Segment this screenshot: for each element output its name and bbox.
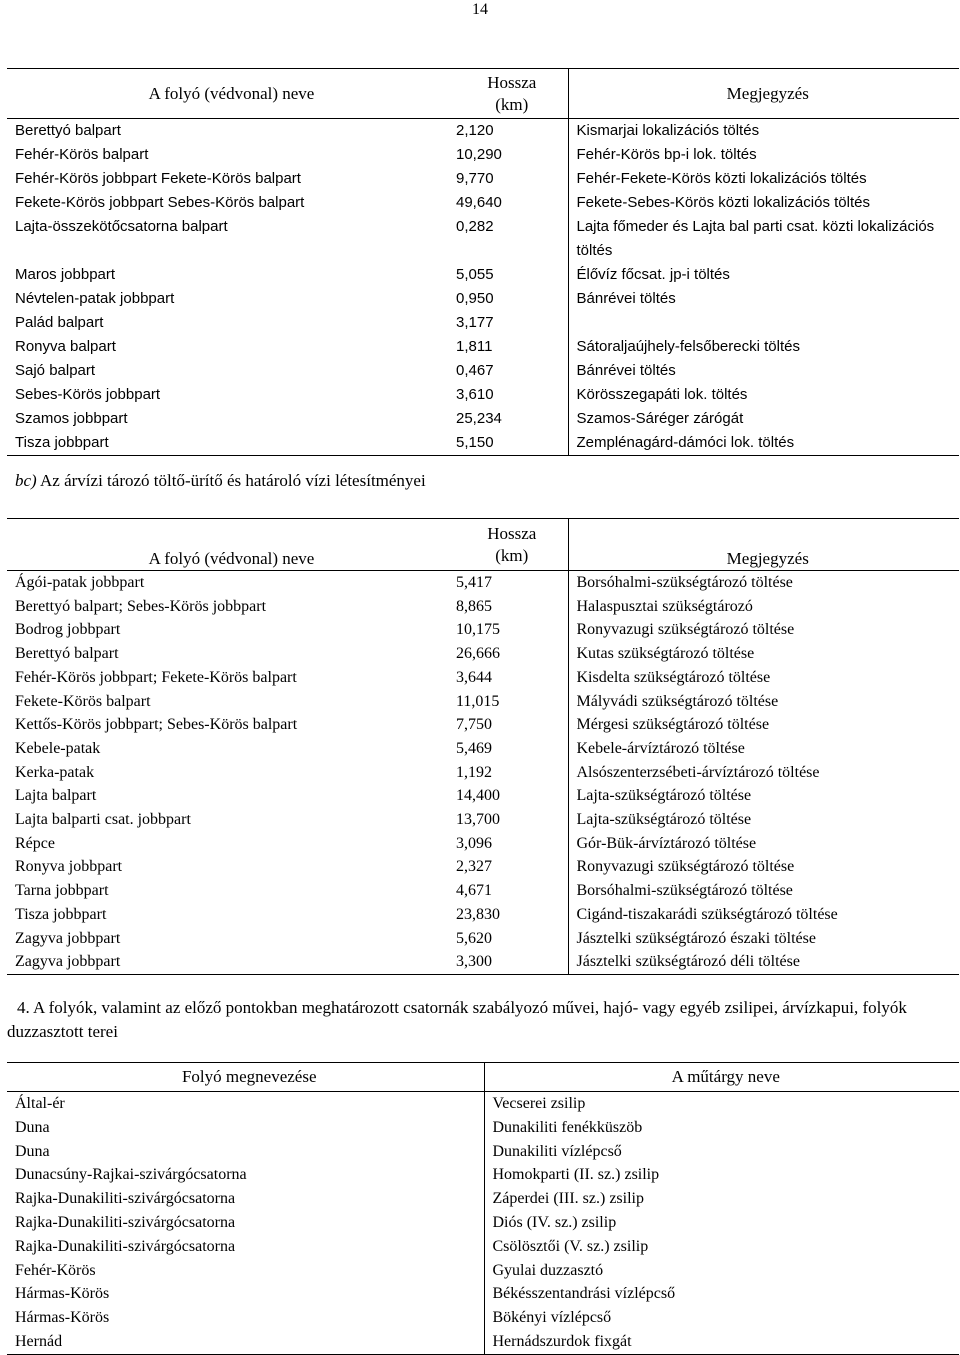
table-row xyxy=(7,287,959,311)
table-row xyxy=(7,359,959,383)
cell-note: Sátoraljaújhely-felsőberecki töltés xyxy=(568,335,959,359)
cell-note: Halaspusztai szükségtározó xyxy=(568,595,959,619)
cell-river: Rajka-Dunakiliti-szivárgócsatorna xyxy=(15,1190,236,1208)
cell-name: Szamos jobbpart xyxy=(15,410,128,427)
cell-structure: Homokparti (II. sz.) zsilip xyxy=(484,1163,959,1187)
column-header-note: Megjegyzés xyxy=(568,69,959,119)
cell-river: Által-ér xyxy=(15,1095,65,1112)
cell-name: Ronyva balpart xyxy=(15,338,116,355)
cell-name: Lajta-összekötőcsatorna balpart xyxy=(15,218,228,235)
cell-note: Gór-Bük-árvíztározó töltése xyxy=(568,832,959,856)
length-header-line1: Hossza xyxy=(487,72,537,92)
cell-length-km: 8,865 xyxy=(456,597,492,615)
cell-structure: Diós (IV. sz.) zsilip xyxy=(484,1211,959,1235)
cell-name: Berettyó balpart xyxy=(15,645,119,663)
page-number: 14 xyxy=(472,1,488,18)
cell-note: Lajta főmeder és Lajta bal parti csat. közti lokalizációs töltés xyxy=(568,215,959,263)
column-header-name: A folyó (védvonal) neve xyxy=(148,549,315,568)
table-row xyxy=(7,618,959,642)
table-row xyxy=(7,1163,959,1187)
cell-structure: Vecserei zsilip xyxy=(484,1092,959,1116)
cell-structure: Csölösztői (V. sz.) zsilip xyxy=(484,1235,959,1259)
table-row xyxy=(7,1140,959,1164)
section-bc-text: Az árvízi tározó töltő-ürítő és határoló vízi létesítményei xyxy=(36,471,426,490)
cell-length-km: 1,811 xyxy=(456,338,493,355)
cell-structure: Dunakiliti vízlépcső xyxy=(484,1140,959,1164)
table-row xyxy=(7,927,959,951)
table-row xyxy=(7,1282,959,1306)
cell-length-km: 1,192 xyxy=(456,763,492,781)
cell-note: Fekete-Sebes-Körös közti lokalizációs töltés xyxy=(568,191,959,215)
cell-name: Kerka-patak xyxy=(15,763,95,781)
table-row xyxy=(7,431,959,456)
cell-length-km: 4,671 xyxy=(456,882,492,900)
length-header-line2: (km) xyxy=(495,545,529,565)
cell-river: Fehér-Körös xyxy=(15,1261,96,1279)
table-header-row xyxy=(7,1063,959,1092)
cell-note: Kisdelta szükségtározó töltése xyxy=(568,666,959,690)
cell-length-km: 11,015 xyxy=(456,692,500,710)
cell-note: Kebele-árvíztározó töltése xyxy=(568,737,959,761)
cell-name: Zagyva jobbpart xyxy=(7,950,448,974)
cell-length-km: 2,120 xyxy=(456,122,494,139)
table-river-structures xyxy=(7,1062,959,1355)
cell-note: Borsóhalmi-szükségtározó töltése xyxy=(568,879,959,903)
cell-length-km: 14,400 xyxy=(456,787,500,805)
cell-note: Lajta-szükségtározó töltése xyxy=(568,784,959,808)
section-4-paragraph: 4. A folyók, valamint az előző pontokban meghatározott csatornák szabályozó művei, hajó- vagy egyéb zsilipei, árvízkapui, folyók duzzasztott terei xyxy=(7,998,907,1041)
table-row xyxy=(7,263,959,287)
cell-length-km: 9,770 xyxy=(456,170,494,187)
cell-name: Sebes-Körös jobbpart xyxy=(15,386,161,403)
table-row xyxy=(7,784,959,808)
cell-length-km: 0,467 xyxy=(456,362,494,379)
table-header-row xyxy=(7,519,959,571)
cell-structure: Bökényi vízlépcső xyxy=(484,1306,959,1330)
table-row xyxy=(7,215,959,263)
column-header-length xyxy=(448,519,568,571)
cell-note: Kismarjai lokalizációs töltés xyxy=(568,119,959,144)
cell-length-km: 0,282 xyxy=(456,218,494,235)
cell-note: Ronyvazugi szükségtározó töltése xyxy=(568,618,959,642)
cell-name: Palád balpart xyxy=(15,314,104,331)
cell-note: Jásztelki szükségtározó déli töltése xyxy=(568,950,959,974)
table-row xyxy=(7,571,959,595)
table-row xyxy=(7,383,959,407)
table-row xyxy=(7,1235,959,1259)
cell-note: Zemplénagárd-dámóci lok. töltés xyxy=(568,431,959,456)
cell-note: Cigánd-tiszakarádi szükségtározó töltése xyxy=(568,903,959,927)
cell-river: Duna xyxy=(15,1118,50,1136)
cell-note: Lajta-szükségtározó töltése xyxy=(568,808,959,832)
cell-river: Duna xyxy=(15,1142,50,1160)
cell-name: Névtelen-patak jobbpart xyxy=(15,290,175,307)
cell-length-km: 5,055 xyxy=(456,266,494,283)
table-row xyxy=(7,737,959,761)
cell-length-km: 10,290 xyxy=(456,146,502,163)
cell-name: Berettyó balpart xyxy=(15,122,121,139)
table-row xyxy=(7,1187,959,1211)
table-row xyxy=(7,595,959,619)
cell-note: Fehér-Fekete-Körös közti lokalizációs töltés xyxy=(568,167,959,191)
table-row xyxy=(7,1259,959,1283)
cell-structure: Hernádszurdok fixgát xyxy=(484,1330,959,1354)
cell-length-km: 3,644 xyxy=(456,668,492,686)
cell-length-km: 10,175 xyxy=(456,621,500,639)
column-header-name: A folyó (védvonal) neve xyxy=(148,83,315,103)
cell-structure: Dunakiliti fenékküszöb xyxy=(484,1116,959,1140)
cell-note: Mályvádi szükségtározó töltése xyxy=(568,690,959,714)
cell-name: Tisza jobbpart xyxy=(7,431,448,456)
cell-length-km: 49,640 xyxy=(456,194,502,211)
cell-note: Bánrévei töltés xyxy=(568,359,959,383)
cell-name: Ágói-patak jobbpart xyxy=(15,574,145,591)
cell-length-km: 5,620 xyxy=(456,929,492,947)
cell-name: Fehér-Körös balpart xyxy=(15,146,149,163)
table-levee-lengths xyxy=(7,68,959,456)
table-row xyxy=(7,407,959,431)
cell-note: Körösszegapáti lok. töltés xyxy=(568,383,959,407)
cell-length-km: 5,417 xyxy=(456,574,492,591)
cell-note: Borsóhalmi-szükségtározó töltése xyxy=(568,571,959,595)
cell-name: Berettyó balpart; Sebes-Körös jobbpart xyxy=(15,597,267,615)
cell-structure: Békésszentandrási vízlépcső xyxy=(484,1282,959,1306)
cell-name: Fehér-Körös jobbpart; Fekete-Körös balpart xyxy=(15,668,297,686)
table-row xyxy=(7,832,959,856)
cell-river: Hármas-Körös xyxy=(15,1285,110,1303)
length-header-line2: (km) xyxy=(495,94,529,114)
cell-structure: Záperdei (III. sz.) zsilip xyxy=(484,1187,959,1211)
cell-name: Sajó balpart xyxy=(15,362,96,379)
cell-note: Mérgesi szükségtározó töltése xyxy=(568,713,959,737)
cell-name: Fehér-Körös jobbpart Fekete-Körös balpart xyxy=(15,170,301,187)
cell-name: Kettős-Körös jobbpart; Sebes-Körös balpart xyxy=(15,716,298,734)
cell-river: Hernád xyxy=(7,1330,484,1354)
table-row xyxy=(7,143,959,167)
cell-note: Ronyvazugi szükségtározó töltése xyxy=(568,855,959,879)
table-row xyxy=(7,191,959,215)
cell-note: Kutas szükségtározó töltése xyxy=(568,642,959,666)
table-row xyxy=(7,666,959,690)
cell-length-km: 0,950 xyxy=(456,290,494,307)
cell-name: Fekete-Körös jobbpart Sebes-Körös balpart xyxy=(15,194,305,211)
cell-length-km: 7,750 xyxy=(456,716,492,734)
cell-note: Fehér-Körös bp-i lok. töltés xyxy=(568,143,959,167)
cell-name: Zagyva jobbpart xyxy=(15,929,121,947)
cell-name: Bodrog jobbpart xyxy=(15,621,121,639)
cell-name: Lajta balpart xyxy=(15,787,97,805)
table-reservoir-structures xyxy=(7,518,959,975)
cell-river: Rajka-Dunakiliti-szivárgócsatorna xyxy=(15,1213,236,1231)
cell-river: Hármas-Körös xyxy=(15,1309,110,1327)
table-row xyxy=(7,1092,959,1116)
cell-name: Tisza jobbpart xyxy=(15,905,107,923)
table-row xyxy=(7,808,959,832)
cell-river: Dunacsúny-Rajkai-szivárgócsatorna xyxy=(15,1166,247,1184)
table-row xyxy=(7,713,959,737)
cell-river: Rajka-Dunakiliti-szivárgócsatorna xyxy=(15,1237,236,1255)
cell-length-km: 2,327 xyxy=(456,858,492,876)
cell-name: Tarna jobbpart xyxy=(15,882,109,900)
cell-length-km: 13,700 xyxy=(456,811,500,829)
table-row xyxy=(7,761,959,785)
cell-note: Alsószenterzsébeti-árvíztározó töltése xyxy=(568,761,959,785)
cell-note: Szamos-Sáréger zárógát xyxy=(568,407,959,431)
cell-note: Élővíz főcsat. jp-i töltés xyxy=(568,263,959,287)
cell-note xyxy=(568,311,959,335)
column-header-length xyxy=(448,69,568,119)
table-row xyxy=(7,1116,959,1140)
cell-length-km: 5,469 xyxy=(456,739,492,757)
cell-name: Lajta balparti csat. jobbpart xyxy=(15,811,191,829)
cell-structure: Gyulai duzzasztó xyxy=(484,1259,959,1283)
cell-length-km: 3,177 xyxy=(456,314,494,331)
table-row xyxy=(7,903,959,927)
cell-name: Kebele-patak xyxy=(15,739,101,757)
cell-length-km: 3,096 xyxy=(456,834,492,852)
column-header-structure: A műtárgy neve xyxy=(484,1063,959,1092)
cell-name: Ronyva jobbpart xyxy=(15,858,123,876)
cell-note: Bánrévei töltés xyxy=(568,287,959,311)
cell-length-km: 26,666 xyxy=(456,645,500,663)
table-row xyxy=(7,311,959,335)
table-header-row xyxy=(7,69,959,119)
cell-length-km: 3,610 xyxy=(456,386,494,403)
cell-length-km: 3,300 xyxy=(448,950,568,974)
table-row xyxy=(7,690,959,714)
cell-name: Répce xyxy=(15,834,55,852)
cell-name: Fekete-Körös balpart xyxy=(15,692,151,710)
column-header-river: Folyó megnevezése xyxy=(181,1067,317,1086)
cell-length-km: 25,234 xyxy=(456,410,502,427)
cell-name: Maros jobbpart xyxy=(15,266,116,283)
table-row xyxy=(7,1306,959,1330)
length-header-line1: Hossza xyxy=(487,523,537,543)
table-row xyxy=(7,642,959,666)
table-row xyxy=(7,855,959,879)
table-row xyxy=(7,950,959,974)
section-bc-heading xyxy=(15,470,426,492)
table-row xyxy=(7,1211,959,1235)
table-row xyxy=(7,167,959,191)
table-row xyxy=(7,1330,959,1354)
cell-length-km: 23,830 xyxy=(456,905,500,923)
cell-length-km: 5,150 xyxy=(448,431,568,456)
section-bc-label: bc) xyxy=(15,471,37,490)
table-row xyxy=(7,335,959,359)
cell-note: Jásztelki szükségtározó északi töltése xyxy=(568,927,959,951)
column-header-note: Megjegyzés xyxy=(568,519,959,571)
table-row xyxy=(7,119,959,144)
table-row xyxy=(7,879,959,903)
